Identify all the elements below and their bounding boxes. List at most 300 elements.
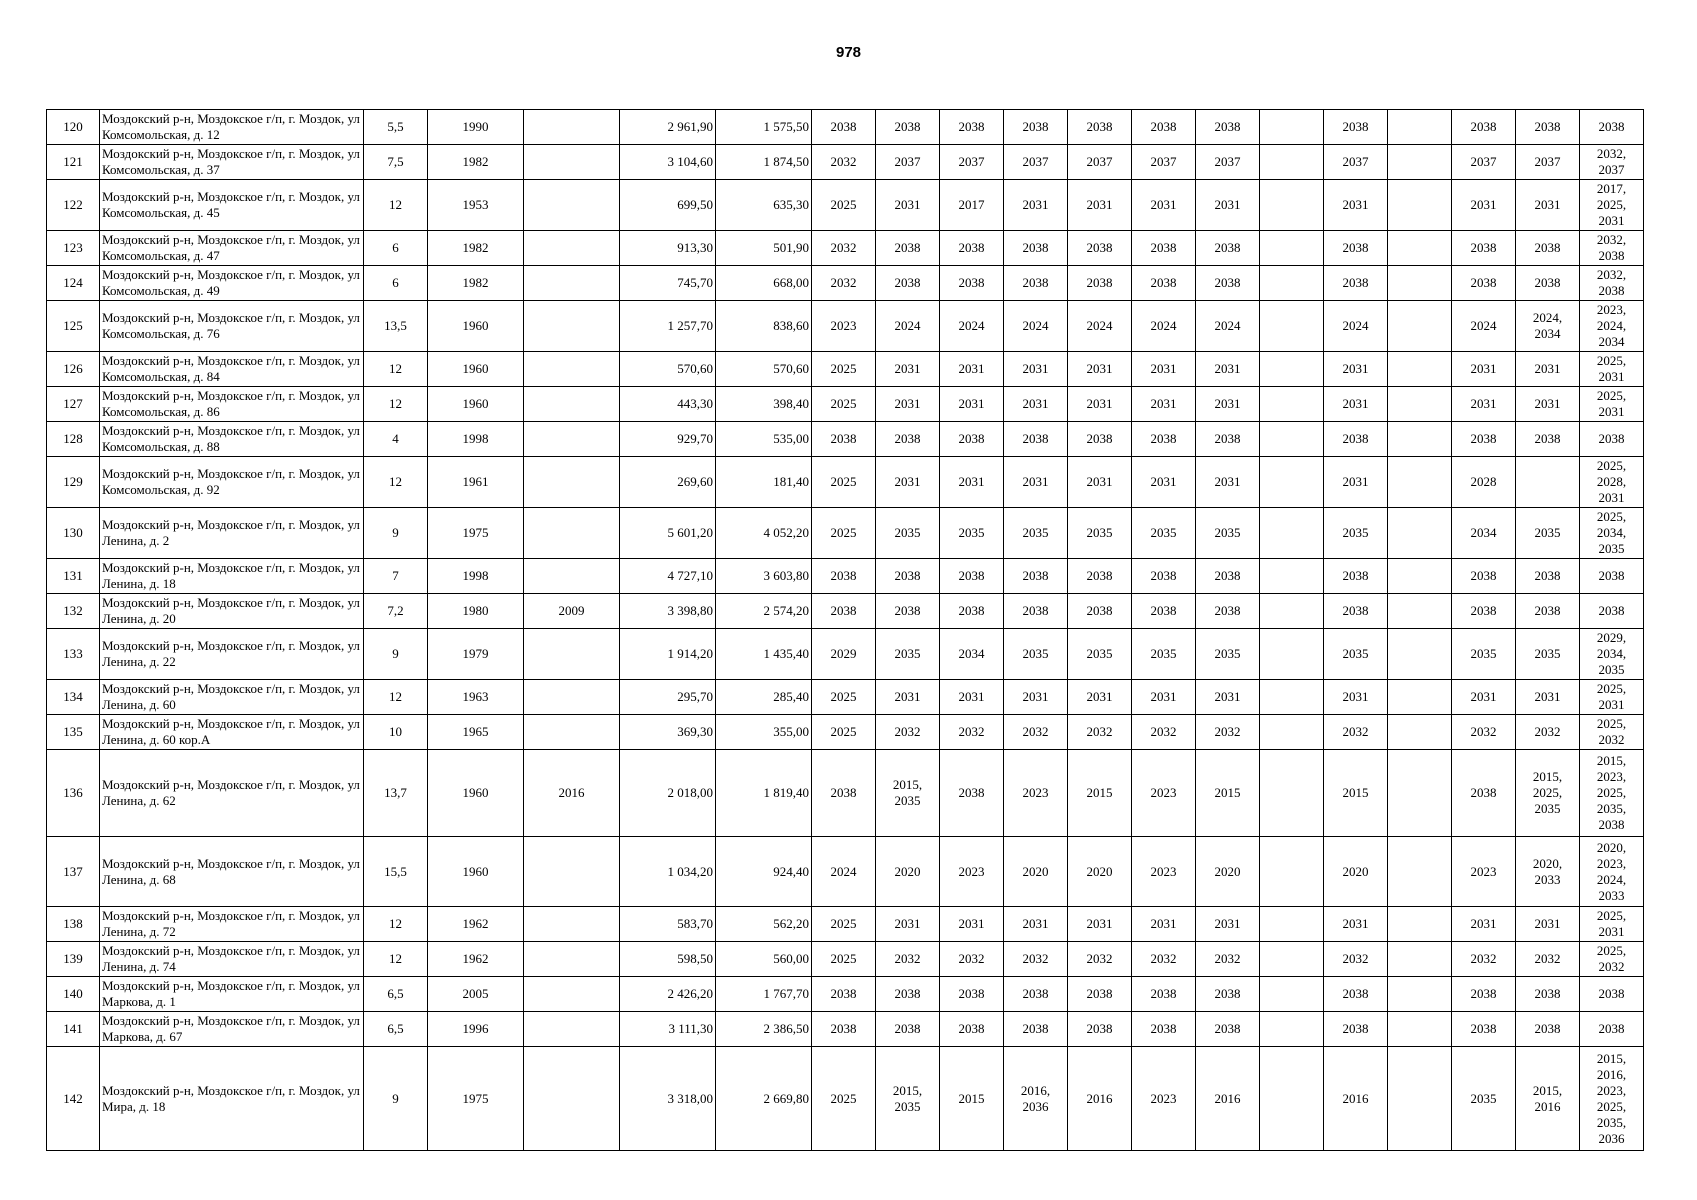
row-number: 130 [47, 508, 100, 559]
repair-year-cell: 2035 [940, 508, 1004, 559]
repair-year-cell: 2038 [1132, 110, 1196, 145]
area-living-cell: 2 669,80 [716, 1047, 812, 1151]
repair-year-cell: 2038 [812, 1012, 876, 1047]
repair-year-cell [1260, 387, 1324, 422]
year-reconstructed-cell [524, 629, 620, 680]
repair-year-cell: 2035 [1516, 629, 1580, 680]
repair-year-cell: 2031 [1132, 680, 1196, 715]
address-cell: Моздокский р-н, Моздокское г/п, г. Моздок, ул Ленина, д. 20 [100, 594, 364, 629]
area-total-cell: 1 914,20 [620, 629, 716, 680]
repair-year-cell: 2038 [1516, 594, 1580, 629]
repair-year-cell: 2024 [940, 301, 1004, 352]
area-living-cell: 2 574,20 [716, 594, 812, 629]
repair-year-cell: 2015, 2016, 2023, 2025, 2035, 2036 [1580, 1047, 1644, 1151]
repair-year-cell: 2038 [1068, 1012, 1132, 1047]
repair-year-cell: 2031 [1196, 387, 1260, 422]
repair-year-cell: 2037 [1132, 145, 1196, 180]
repair-year-cell: 2038 [1004, 977, 1068, 1012]
repair-year-cell: 2038 [940, 594, 1004, 629]
table-row [47, 387, 1644, 422]
repair-year-cell [1388, 977, 1452, 1012]
year-built-cell: 1975 [428, 1047, 524, 1151]
floors-cell: 5,5 [364, 110, 428, 145]
repair-year-cell [1388, 145, 1452, 180]
repair-year-cell: 2038 [1196, 266, 1260, 301]
address-cell: Моздокский р-н, Моздокское г/п, г. Моздок, ул Маркова, д. 1 [100, 977, 364, 1012]
repair-year-cell: 2037 [1196, 145, 1260, 180]
floors-cell: 15,5 [364, 837, 428, 907]
floors-cell: 12 [364, 942, 428, 977]
repair-year-cell: 2025 [812, 387, 876, 422]
repair-year-cell: 2038 [812, 422, 876, 457]
repair-year-cell [1260, 266, 1324, 301]
repair-year-cell: 2032 [1004, 942, 1068, 977]
repair-year-cell: 2031 [1516, 907, 1580, 942]
repair-year-cell: 2035 [1452, 629, 1516, 680]
repair-year-cell: 2035 [1004, 629, 1068, 680]
repair-year-cell: 2025, 2032 [1580, 715, 1644, 750]
table-row [47, 110, 1644, 145]
repair-year-cell: 2038 [1196, 110, 1260, 145]
year-built-cell: 2005 [428, 977, 524, 1012]
repair-year-cell: 2038 [1324, 231, 1388, 266]
year-reconstructed-cell [524, 422, 620, 457]
repair-year-cell: 2024 [1132, 301, 1196, 352]
repair-year-cell: 2020 [1196, 837, 1260, 907]
row-number: 132 [47, 594, 100, 629]
repair-year-cell: 2031 [1452, 180, 1516, 231]
repair-year-cell: 2031 [1004, 352, 1068, 387]
year-built-cell: 1962 [428, 942, 524, 977]
address-cell: Моздокский р-н, Моздокское г/п, г. Моздок, ул Комсомольская, д. 76 [100, 301, 364, 352]
repair-year-cell: 2024 [812, 837, 876, 907]
repair-year-cell: 2038 [1452, 422, 1516, 457]
repair-year-cell: 2038 [1004, 231, 1068, 266]
floors-cell: 6,5 [364, 977, 428, 1012]
repair-year-cell: 2031 [1068, 457, 1132, 508]
repair-year-cell: 2031 [1196, 180, 1260, 231]
repair-year-cell: 2016 [1324, 1047, 1388, 1151]
repair-year-cell: 2032 [1068, 715, 1132, 750]
repair-year-cell [1260, 180, 1324, 231]
repair-year-cell: 2023 [1452, 837, 1516, 907]
row-number: 128 [47, 422, 100, 457]
area-total-cell: 5 601,20 [620, 508, 716, 559]
row-number: 126 [47, 352, 100, 387]
year-built-cell: 1998 [428, 559, 524, 594]
repair-year-cell: 2023 [1132, 1047, 1196, 1151]
area-living-cell: 2 386,50 [716, 1012, 812, 1047]
repair-year-cell: 2038 [1324, 977, 1388, 1012]
repair-year-cell: 2025 [812, 180, 876, 231]
floors-cell: 7 [364, 559, 428, 594]
repair-year-cell [1260, 942, 1324, 977]
floors-cell: 12 [364, 352, 428, 387]
repair-year-cell: 2038 [940, 559, 1004, 594]
table-row [47, 559, 1644, 594]
repair-year-cell: 2038 [1324, 266, 1388, 301]
repair-year-cell [1388, 457, 1452, 508]
area-total-cell: 745,70 [620, 266, 716, 301]
repair-year-cell: 2038 [1196, 977, 1260, 1012]
row-number: 122 [47, 180, 100, 231]
repair-year-cell: 2035 [876, 508, 940, 559]
repair-year-cell: 2025, 2031 [1580, 387, 1644, 422]
repair-year-cell: 2038 [1196, 231, 1260, 266]
address-cell: Моздокский р-н, Моздокское г/п, г. Моздок, ул Ленина, д. 60 кор.А [100, 715, 364, 750]
area-living-cell: 1 575,50 [716, 110, 812, 145]
repair-year-cell: 2038 [1196, 594, 1260, 629]
table-row [47, 942, 1644, 977]
repair-year-cell [1388, 508, 1452, 559]
year-built-cell: 1982 [428, 231, 524, 266]
repair-year-cell: 2032 [1132, 715, 1196, 750]
floors-cell: 13,5 [364, 301, 428, 352]
repair-year-cell: 2031 [876, 180, 940, 231]
repair-year-cell: 2031 [1516, 680, 1580, 715]
repair-year-cell: 2032 [940, 715, 1004, 750]
repair-year-cell: 2017 [940, 180, 1004, 231]
repair-year-cell: 2038 [1452, 266, 1516, 301]
repair-year-cell [1388, 422, 1452, 457]
repair-year-cell: 2025, 2031 [1580, 680, 1644, 715]
repair-year-cell: 2029 [812, 629, 876, 680]
repair-year-cell: 2015, 2023, 2025, 2035, 2038 [1580, 750, 1644, 837]
area-living-cell: 535,00 [716, 422, 812, 457]
area-total-cell: 2 018,00 [620, 750, 716, 837]
address-cell: Моздокский р-н, Моздокское г/п, г. Моздок, ул Комсомольская, д. 49 [100, 266, 364, 301]
repair-year-cell [1260, 422, 1324, 457]
year-reconstructed-cell [524, 1012, 620, 1047]
repair-year-cell: 2031 [1004, 907, 1068, 942]
area-living-cell: 181,40 [716, 457, 812, 508]
row-number: 120 [47, 110, 100, 145]
floors-cell: 4 [364, 422, 428, 457]
repair-year-cell: 2032 [1324, 715, 1388, 750]
area-total-cell: 3 318,00 [620, 1047, 716, 1151]
repair-year-cell: 2032 [1004, 715, 1068, 750]
repair-year-cell [1388, 1012, 1452, 1047]
repair-year-cell: 2037 [1324, 145, 1388, 180]
area-total-cell: 583,70 [620, 907, 716, 942]
repair-year-cell [1388, 715, 1452, 750]
repair-year-cell: 2038 [1196, 422, 1260, 457]
address-cell: Моздокский р-н, Моздокское г/п, г. Моздок, ул Ленина, д. 22 [100, 629, 364, 680]
area-total-cell: 4 727,10 [620, 559, 716, 594]
repair-year-cell: 2035 [1068, 508, 1132, 559]
area-living-cell: 562,20 [716, 907, 812, 942]
year-reconstructed-cell [524, 559, 620, 594]
repair-year-cell: 2038 [1068, 266, 1132, 301]
area-living-cell: 838,60 [716, 301, 812, 352]
repair-year-cell: 2038 [1452, 1012, 1516, 1047]
repair-year-cell: 2038 [1068, 559, 1132, 594]
year-reconstructed-cell [524, 231, 620, 266]
repair-year-cell: 2038 [876, 594, 940, 629]
area-total-cell: 369,30 [620, 715, 716, 750]
area-total-cell: 443,30 [620, 387, 716, 422]
repair-year-cell: 2032 [1196, 942, 1260, 977]
repair-year-cell: 2025 [812, 907, 876, 942]
repair-year-cell: 2031 [940, 680, 1004, 715]
repair-year-cell: 2024 [1324, 301, 1388, 352]
repair-year-cell [1388, 110, 1452, 145]
repair-year-cell: 2038 [1324, 1012, 1388, 1047]
year-reconstructed-cell [524, 942, 620, 977]
table-row [47, 266, 1644, 301]
repair-year-cell [1260, 110, 1324, 145]
repair-year-cell: 2031 [1516, 352, 1580, 387]
repair-year-cell: 2038 [1132, 594, 1196, 629]
row-number: 139 [47, 942, 100, 977]
repair-year-cell: 2037 [1004, 145, 1068, 180]
repair-year-cell: 2035 [1516, 508, 1580, 559]
table-row [47, 680, 1644, 715]
repair-year-cell: 2035 [1004, 508, 1068, 559]
repair-year-cell: 2038 [1004, 422, 1068, 457]
year-reconstructed-cell [524, 457, 620, 508]
repair-year-cell: 2038 [1132, 559, 1196, 594]
repair-year-cell [1260, 715, 1324, 750]
repair-year-cell: 2031 [1132, 352, 1196, 387]
repair-year-cell: 2031 [940, 457, 1004, 508]
year-reconstructed-cell [524, 387, 620, 422]
repair-year-cell: 2032, 2038 [1580, 266, 1644, 301]
year-reconstructed-cell [524, 907, 620, 942]
repair-year-cell: 2032 [812, 231, 876, 266]
repair-year-cell [1260, 680, 1324, 715]
row-number: 138 [47, 907, 100, 942]
floors-cell: 7,2 [364, 594, 428, 629]
repair-year-cell: 2038 [876, 110, 940, 145]
row-number: 123 [47, 231, 100, 266]
address-cell: Моздокский р-н, Моздокское г/п, г. Моздок, ул Комсомольская, д. 84 [100, 352, 364, 387]
repair-year-cell: 2032 [876, 942, 940, 977]
year-built-cell: 1963 [428, 680, 524, 715]
repair-year-cell: 2038 [812, 110, 876, 145]
floors-cell: 12 [364, 387, 428, 422]
address-cell: Моздокский р-н, Моздокское г/п, г. Моздок, ул Ленина, д. 72 [100, 907, 364, 942]
repair-year-cell [1388, 594, 1452, 629]
repair-year-cell: 2015, 2035 [876, 1047, 940, 1151]
year-built-cell: 1960 [428, 301, 524, 352]
repair-year-cell: 2032 [876, 715, 940, 750]
repair-year-cell [1260, 559, 1324, 594]
repair-year-cell: 2031 [1324, 352, 1388, 387]
address-cell: Моздокский р-н, Моздокское г/п, г. Моздок, ул Ленина, д. 74 [100, 942, 364, 977]
repair-year-cell: 2038 [1068, 231, 1132, 266]
area-living-cell: 635,30 [716, 180, 812, 231]
repair-year-cell: 2025 [812, 1047, 876, 1151]
repair-year-cell: 2025 [812, 715, 876, 750]
repair-year-cell: 2038 [1516, 559, 1580, 594]
repair-year-cell: 2038 [876, 266, 940, 301]
repair-year-cell: 2015 [1324, 750, 1388, 837]
repair-year-cell [1388, 629, 1452, 680]
area-total-cell: 3 111,30 [620, 1012, 716, 1047]
floors-cell: 6 [364, 266, 428, 301]
floors-cell: 9 [364, 508, 428, 559]
year-built-cell: 1982 [428, 145, 524, 180]
repair-year-cell: 2025, 2031 [1580, 907, 1644, 942]
repair-year-cell: 2032 [1452, 715, 1516, 750]
year-built-cell: 1980 [428, 594, 524, 629]
repair-year-cell: 2031 [1004, 387, 1068, 422]
repair-year-cell: 2031 [1004, 457, 1068, 508]
area-living-cell: 924,40 [716, 837, 812, 907]
repair-year-cell: 2015 [940, 1047, 1004, 1151]
area-living-cell: 355,00 [716, 715, 812, 750]
repair-year-cell: 2020, 2023, 2024, 2033 [1580, 837, 1644, 907]
repair-year-cell [1388, 680, 1452, 715]
repair-year-cell: 2031 [1004, 680, 1068, 715]
year-built-cell: 1962 [428, 907, 524, 942]
row-number: 136 [47, 750, 100, 837]
address-cell: Моздокский р-н, Моздокское г/п, г. Моздок, ул Комсомольская, д. 88 [100, 422, 364, 457]
housing-register-table [46, 109, 1644, 1151]
floors-cell: 13,7 [364, 750, 428, 837]
repair-year-cell [1260, 1012, 1324, 1047]
row-number: 131 [47, 559, 100, 594]
repair-year-cell: 2015, 2025, 2035 [1516, 750, 1580, 837]
address-cell: Моздокский р-н, Моздокское г/п, г. Моздок, ул Комсомольская, д. 47 [100, 231, 364, 266]
address-cell: Моздокский р-н, Моздокское г/п, г. Моздок, ул Комсомольская, д. 45 [100, 180, 364, 231]
repair-year-cell: 2035 [1324, 629, 1388, 680]
address-cell: Моздокский р-н, Моздокское г/п, г. Моздок, ул Комсомольская, д. 86 [100, 387, 364, 422]
repair-year-cell: 2023 [812, 301, 876, 352]
repair-year-cell: 2037 [1452, 145, 1516, 180]
row-number: 141 [47, 1012, 100, 1047]
repair-year-cell [1388, 750, 1452, 837]
table-row [47, 352, 1644, 387]
repair-year-cell: 2038 [1516, 231, 1580, 266]
repair-year-cell: 2023 [1132, 837, 1196, 907]
repair-year-cell: 2025 [812, 508, 876, 559]
repair-year-cell: 2023, 2024, 2034 [1580, 301, 1644, 352]
floors-cell: 9 [364, 629, 428, 680]
year-reconstructed-cell [524, 508, 620, 559]
row-number: 121 [47, 145, 100, 180]
table-row [47, 301, 1644, 352]
table-row [47, 715, 1644, 750]
repair-year-cell [1260, 352, 1324, 387]
repair-year-cell: 2038 [1324, 422, 1388, 457]
repair-year-cell: 2038 [876, 422, 940, 457]
repair-year-cell: 2038 [1196, 1012, 1260, 1047]
row-number: 125 [47, 301, 100, 352]
repair-year-cell: 2017, 2025, 2031 [1580, 180, 1644, 231]
row-number: 124 [47, 266, 100, 301]
table-row [47, 1047, 1644, 1151]
repair-year-cell: 2029, 2034, 2035 [1580, 629, 1644, 680]
table-row [47, 907, 1644, 942]
repair-year-cell: 2038 [1324, 110, 1388, 145]
repair-year-cell: 2031 [1132, 457, 1196, 508]
address-cell: Моздокский р-н, Моздокское г/п, г. Моздок, ул Мира, д. 18 [100, 1047, 364, 1151]
repair-year-cell: 2031 [1452, 680, 1516, 715]
repair-year-cell [1388, 387, 1452, 422]
repair-year-cell: 2031 [1068, 352, 1132, 387]
repair-year-cell: 2038 [1580, 977, 1644, 1012]
repair-year-cell: 2037 [1516, 145, 1580, 180]
table-row [47, 508, 1644, 559]
area-living-cell: 570,60 [716, 352, 812, 387]
row-number: 137 [47, 837, 100, 907]
table-row [47, 457, 1644, 508]
repair-year-cell: 2032 [1196, 715, 1260, 750]
repair-year-cell: 2038 [940, 422, 1004, 457]
repair-year-cell [1260, 594, 1324, 629]
repair-year-cell: 2020 [876, 837, 940, 907]
repair-year-cell: 2032 [812, 145, 876, 180]
repair-year-cell: 2020 [1324, 837, 1388, 907]
repair-year-cell: 2031 [940, 352, 1004, 387]
repair-year-cell [1260, 1047, 1324, 1151]
year-reconstructed-cell [524, 837, 620, 907]
area-total-cell: 269,60 [620, 457, 716, 508]
repair-year-cell [1388, 559, 1452, 594]
repair-year-cell [1260, 837, 1324, 907]
repair-year-cell: 2038 [1580, 1012, 1644, 1047]
repair-year-cell: 2020, 2033 [1516, 837, 1580, 907]
floors-cell: 9 [364, 1047, 428, 1151]
repair-year-cell: 2031 [1132, 180, 1196, 231]
repair-year-cell: 2038 [1516, 110, 1580, 145]
repair-year-cell: 2038 [812, 977, 876, 1012]
repair-year-cell: 2015, 2035 [876, 750, 940, 837]
area-living-cell: 501,90 [716, 231, 812, 266]
year-reconstructed-cell: 2009 [524, 594, 620, 629]
area-total-cell: 2 961,90 [620, 110, 716, 145]
repair-year-cell: 2038 [1132, 266, 1196, 301]
area-living-cell: 3 603,80 [716, 559, 812, 594]
year-reconstructed-cell [524, 266, 620, 301]
address-cell: Моздокский р-н, Моздокское г/п, г. Моздок, ул Комсомольская, д. 12 [100, 110, 364, 145]
address-cell: Моздокский р-н, Моздокское г/п, г. Моздок, ул Ленина, д. 18 [100, 559, 364, 594]
year-reconstructed-cell [524, 1047, 620, 1151]
repair-year-cell: 2024 [1452, 301, 1516, 352]
repair-year-cell: 2038 [1324, 559, 1388, 594]
repair-year-cell: 2031 [876, 457, 940, 508]
table-row [47, 594, 1644, 629]
table-row [47, 180, 1644, 231]
repair-year-cell: 2031 [1324, 457, 1388, 508]
area-total-cell: 3 104,60 [620, 145, 716, 180]
repair-year-cell: 2038 [1516, 1012, 1580, 1047]
row-number: 133 [47, 629, 100, 680]
address-cell: Моздокский р-н, Моздокское г/п, г. Моздок, ул Ленина, д. 62 [100, 750, 364, 837]
repair-year-cell: 2032 [1132, 942, 1196, 977]
area-total-cell: 913,30 [620, 231, 716, 266]
repair-year-cell: 2038 [1132, 422, 1196, 457]
year-built-cell: 1960 [428, 837, 524, 907]
row-number: 135 [47, 715, 100, 750]
repair-year-cell: 2031 [1132, 387, 1196, 422]
repair-year-cell: 2031 [1004, 180, 1068, 231]
repair-year-cell: 2038 [1132, 231, 1196, 266]
repair-year-cell: 2035 [1068, 629, 1132, 680]
repair-year-cell: 2037 [940, 145, 1004, 180]
table-row [47, 750, 1644, 837]
repair-year-cell: 2035 [1452, 1047, 1516, 1151]
address-cell: Моздокский р-н, Моздокское г/п, г. Моздок, ул Комсомольская, д. 37 [100, 145, 364, 180]
repair-year-cell [1388, 942, 1452, 977]
address-cell: Моздокский р-н, Моздокское г/п, г. Моздок, ул Ленина, д. 68 [100, 837, 364, 907]
year-built-cell: 1960 [428, 750, 524, 837]
year-reconstructed-cell [524, 180, 620, 231]
repair-year-cell: 2038 [940, 1012, 1004, 1047]
page-number: 978 [835, 44, 862, 61]
